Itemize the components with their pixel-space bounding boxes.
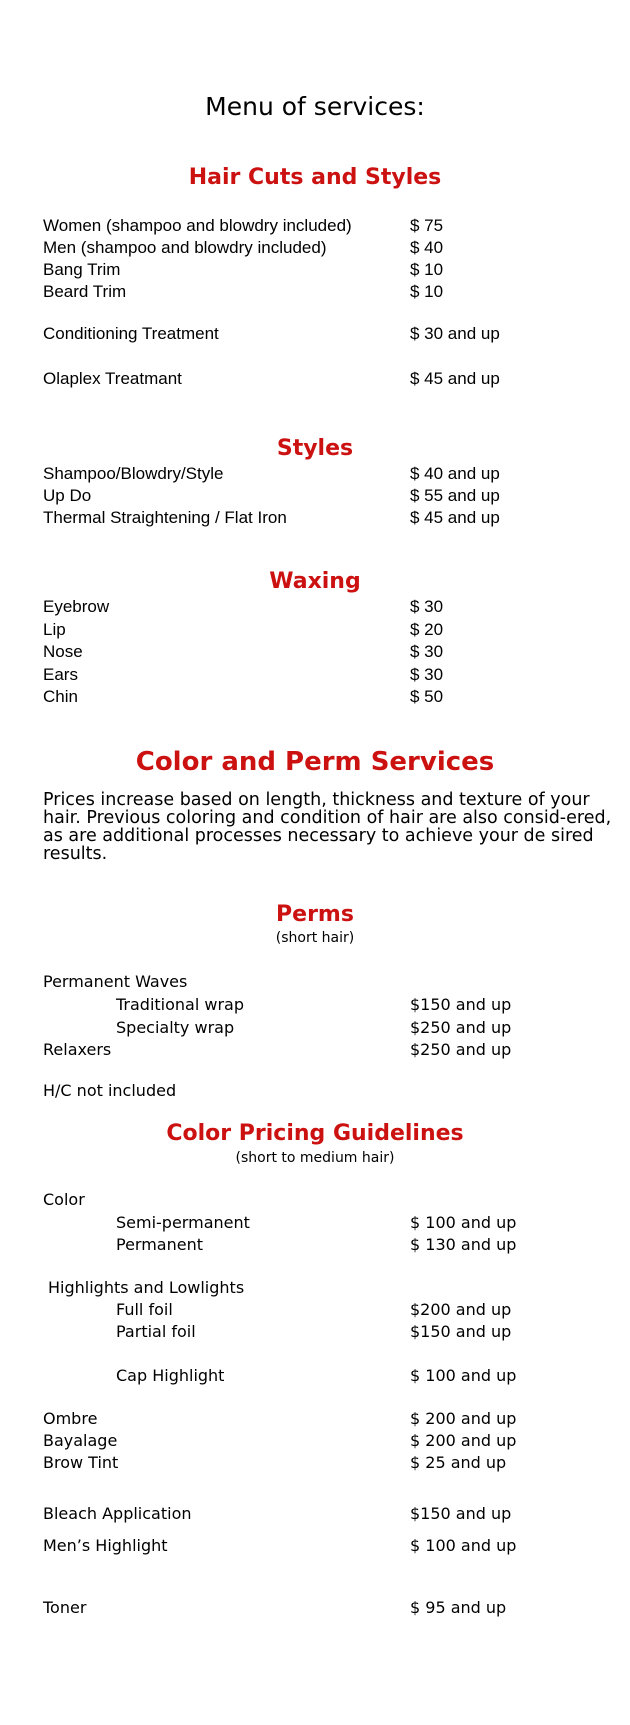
service-price: $ 100 and up xyxy=(410,1536,517,1555)
service-name: Semi-permanent xyxy=(116,1213,250,1232)
service-name: Up Do xyxy=(43,486,92,505)
service-price: $ 30 xyxy=(410,642,444,661)
service-name: Men (shampoo and blowdry included) xyxy=(43,238,327,257)
service-price: $ 95 and up xyxy=(410,1598,507,1617)
section-heading-haircuts: Hair Cuts and Styles xyxy=(188,165,442,190)
page-title: Menu of services: xyxy=(205,92,425,121)
service-price: $ 75 xyxy=(410,216,444,235)
service-name: Thermal Straightening / Flat Iron xyxy=(43,508,287,527)
group-label-highlights: Highlights and Lowlights xyxy=(48,1278,245,1297)
service-price: $150 and up xyxy=(410,995,512,1014)
service-name: Men’s Highlight xyxy=(43,1536,168,1555)
service-price: $ 50 xyxy=(410,687,444,706)
service-price: $150 and up xyxy=(410,1504,512,1523)
service-name: Eyebrow xyxy=(43,597,110,616)
service-price: $ 100 and up xyxy=(410,1366,517,1385)
service-price: $ 55 and up xyxy=(410,486,500,505)
service-name: Cap Highlight xyxy=(116,1366,225,1385)
service-name: Bayalage xyxy=(43,1431,118,1450)
service-price: $ 100 and up xyxy=(410,1213,517,1232)
service-name: Chin xyxy=(43,687,78,706)
section-heading-perms: Perms xyxy=(276,902,354,927)
service-name: Bang Trim xyxy=(43,260,121,279)
service-price: $ 25 and up xyxy=(410,1453,507,1472)
pricing-description: Prices increase based on length, thickness and texture of your hair. Previous coloring and condition of hair are also consid-ered, as are additional processes necessary to achieve your de sired results. xyxy=(43,790,612,864)
service-name: Conditioning Treatment xyxy=(43,324,219,343)
service-price: $ 45 and up xyxy=(410,508,500,527)
service-name: Nose xyxy=(43,642,83,661)
service-price: $250 and up xyxy=(410,1040,512,1059)
perms-note: H/C not included xyxy=(43,1081,177,1100)
service-price: $ 200 and up xyxy=(410,1431,517,1450)
service-name: Full foil xyxy=(116,1300,173,1319)
service-name: Beard Trim xyxy=(43,282,127,301)
service-price: $ 30 and up xyxy=(410,324,500,343)
service-price: $ 10 xyxy=(410,282,444,301)
service-price: $250 and up xyxy=(410,1018,512,1037)
service-price: $150 and up xyxy=(410,1322,512,1341)
group-label-permanent-waves: Permanent Waves xyxy=(43,972,188,991)
service-name: Olaplex Treatmant xyxy=(43,369,182,388)
service-name: Permanent xyxy=(116,1235,204,1254)
service-price: $ 30 xyxy=(410,597,444,616)
service-name: Partial foil xyxy=(116,1322,196,1341)
service-name: Traditional wrap xyxy=(116,995,245,1014)
service-name: Specialty wrap xyxy=(116,1018,235,1037)
service-price: $ 20 xyxy=(410,620,444,639)
service-price: $ 30 xyxy=(410,665,444,684)
service-name: Relaxers xyxy=(43,1040,112,1059)
service-price: $ 45 and up xyxy=(410,369,500,388)
section-heading-color-pricing: Color Pricing Guidelines xyxy=(166,1121,464,1146)
section-heading-styles: Styles xyxy=(276,436,354,461)
service-price: $200 and up xyxy=(410,1300,512,1319)
service-name: Toner xyxy=(43,1598,87,1617)
service-name: Lip xyxy=(43,620,66,639)
service-price: $ 40 and up xyxy=(410,464,500,483)
section-heading-waxing: Waxing xyxy=(269,569,361,594)
group-label-color: Color xyxy=(43,1190,85,1209)
service-name: Brow Tint xyxy=(43,1453,119,1472)
service-price: $ 130 and up xyxy=(410,1235,517,1254)
service-name: Bleach Application xyxy=(43,1504,192,1523)
section-subheading-perms: (short hair) xyxy=(275,930,355,946)
service-price: $ 40 xyxy=(410,238,444,257)
service-name: Ombre xyxy=(43,1409,98,1428)
service-name: Ears xyxy=(43,665,78,684)
service-price: $ 200 and up xyxy=(410,1409,517,1428)
section-subheading-color-pricing: (short to medium hair) xyxy=(235,1150,395,1166)
section-heading-color-perm: Color and Perm Services xyxy=(135,747,495,777)
service-name: Women (shampoo and blowdry included) xyxy=(43,216,352,235)
service-price: $ 10 xyxy=(410,260,444,279)
service-name: Shampoo/Blowdry/Style xyxy=(43,464,224,483)
